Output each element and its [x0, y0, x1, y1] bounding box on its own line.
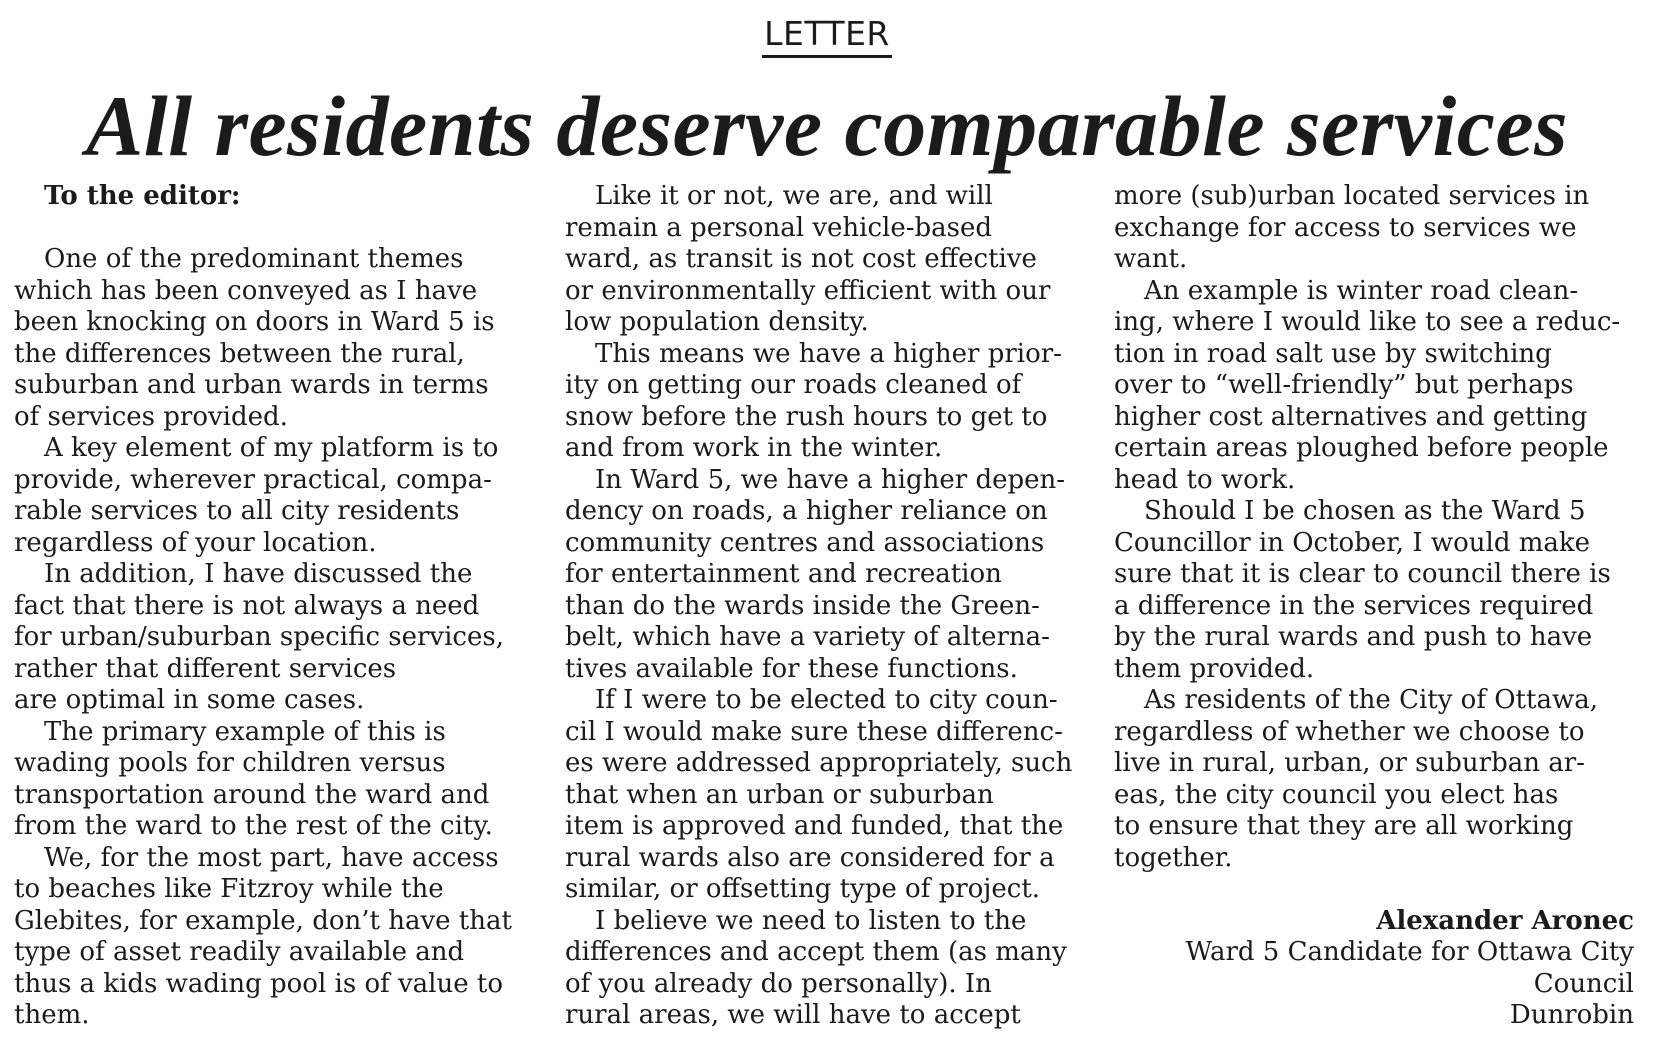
text-line: low population density. — [565, 307, 869, 337]
text-line: community centres and associations — [565, 527, 1045, 558]
text-line: Should I be chosen as the Ward 5 — [1144, 496, 1586, 526]
text-line: them provided. — [1114, 653, 1315, 684]
text-line: been knocking on doors in Ward 5 is — [14, 307, 495, 337]
text-line: Like it or not, we are, and will — [595, 181, 993, 211]
text-line: tives available for these functions. — [565, 653, 1018, 684]
text-line: the differences between the rural, — [14, 338, 465, 369]
text-line: that when an urban or suburban — [565, 779, 994, 810]
text-line: One of the predominant themes — [44, 244, 464, 274]
text-line: As residents of the City of Ottawa, — [1144, 685, 1598, 715]
author-name: Alexander Aronec — [1376, 905, 1634, 936]
text-line: suburban and urban wards in terms — [14, 370, 489, 400]
text-line: certain areas ploughed before people — [1114, 433, 1609, 463]
text-line: live in rural, urban, or suburban ar- — [1114, 748, 1585, 778]
headline: All residents deserve comparable services — [85, 78, 1569, 174]
text-line: are optimal in some cases. — [14, 685, 365, 715]
text-line: belt, which have a variety of alterna- — [565, 622, 1050, 652]
kicker-label: LETTER — [762, 14, 892, 58]
text-line: from the ward to the rest of the city. — [14, 811, 493, 841]
paragraph-gap — [14, 213, 536, 245]
text-line: to beaches like Fitzroy while the — [14, 874, 444, 904]
text-line: for entertainment and recreation — [565, 559, 1002, 589]
text-line: Glebites, for example, don’t have that — [14, 905, 512, 936]
text-line: than do the wards inside the Green- — [565, 590, 1040, 621]
text-line: rather that different services — [14, 653, 397, 684]
text-line: type of asset readily available and — [14, 937, 465, 967]
text-line: eas, the city council you elect has — [1114, 779, 1559, 810]
text-line: This means we have a higher prior- — [595, 338, 1062, 369]
paragraph-gap — [1114, 874, 1634, 906]
author-title-continued: Council — [1533, 968, 1634, 999]
text-line: provide, wherever practical, compa- — [14, 464, 492, 495]
text-line: We, for the most part, have access — [44, 842, 499, 873]
text-line: In Ward 5, we have a higher depen- — [595, 464, 1066, 495]
text-line: remain a personal vehicle-based — [565, 212, 993, 243]
author-title: Ward 5 Candidate for Ottawa City — [1185, 937, 1634, 967]
text-line: Councillor in October, I would make — [1114, 527, 1591, 558]
text-line: dency on roads, a higher reliance on — [565, 496, 1048, 526]
article-column-3 — [1114, 181, 1634, 1032]
text-line: rable services to all city residents — [14, 496, 460, 526]
text-line: rural areas, we will have to accept — [565, 1000, 1021, 1030]
text-line: a difference in the services required — [1114, 590, 1594, 621]
text-line: want. — [1114, 244, 1188, 274]
text-line: them. — [14, 1000, 90, 1030]
section-kicker — [0, 14, 1654, 58]
text-line: A key element of my platform is to — [44, 433, 499, 463]
text-line: es were addressed appropriately, such — [565, 748, 1073, 778]
text-line: transportation around the ward and — [14, 779, 490, 810]
text-line: tion in road salt use by switching — [1114, 338, 1552, 369]
text-line: thus a kids wading pool is of value to — [14, 968, 503, 999]
text-line: If I were to be elected to city coun- — [595, 685, 1058, 715]
text-line: of services provided. — [14, 401, 288, 432]
text-line: cil I would make sure these differenc- — [565, 716, 1063, 747]
text-line: by the rural wards and push to have — [1114, 622, 1593, 652]
text-line: ity on getting our roads cleaned of — [565, 370, 1022, 400]
text-line: which has been conveyed as I have — [14, 275, 478, 306]
text-line: I believe we need to listen to the — [595, 905, 1027, 936]
text-line: item is approved and funded, that the — [565, 811, 1064, 841]
text-line: together. — [1114, 842, 1233, 873]
author-location: Dunrobin — [1509, 1000, 1634, 1030]
text-line: for urban/suburban specific services, — [14, 622, 504, 652]
text-line: sure that it is clear to council there is — [1114, 559, 1611, 589]
text-line: and from work in the winter. — [565, 433, 943, 463]
text-line: differences and accept them (as many — [565, 937, 1067, 967]
article-column-2 — [565, 181, 1085, 1032]
text-line: regardless of whether we choose to — [1114, 716, 1585, 747]
text-line: ing, where I would like to see a reduc- — [1114, 307, 1621, 337]
text-line: head to work. — [1114, 464, 1296, 495]
text-line: An example is winter road clean- — [1144, 275, 1579, 306]
text-line: snow before the rush hours to get to — [565, 401, 1048, 432]
text-line: The primary example of this is — [44, 716, 446, 747]
text-line: of you already do personally). In — [565, 968, 992, 999]
text-line: regardless of your location. — [14, 527, 377, 558]
text-line: similar, or offsetting type of project. — [565, 874, 1041, 904]
text-line: over to “well-friendly” but perhaps — [1114, 370, 1574, 400]
text-line: wading pools for children versus — [14, 748, 446, 778]
text-line: or environmentally efficient with our — [565, 275, 1051, 306]
text-line: higher cost alternatives and getting — [1114, 401, 1588, 432]
text-line: exchange for access to services we — [1114, 212, 1577, 243]
salutation: To the editor: — [44, 181, 241, 211]
text-line: ward, as transit is not cost effective — [565, 244, 1037, 274]
text-line: In addition, I have discussed the — [44, 559, 473, 589]
text-line: more (sub)urban located services in — [1114, 181, 1590, 211]
article-column-1 — [14, 181, 536, 1032]
text-line: fact that there is not always a need — [14, 590, 480, 621]
text-line: rural wards also are considered for a — [565, 842, 1055, 873]
text-line: to ensure that they are all working — [1114, 811, 1574, 841]
